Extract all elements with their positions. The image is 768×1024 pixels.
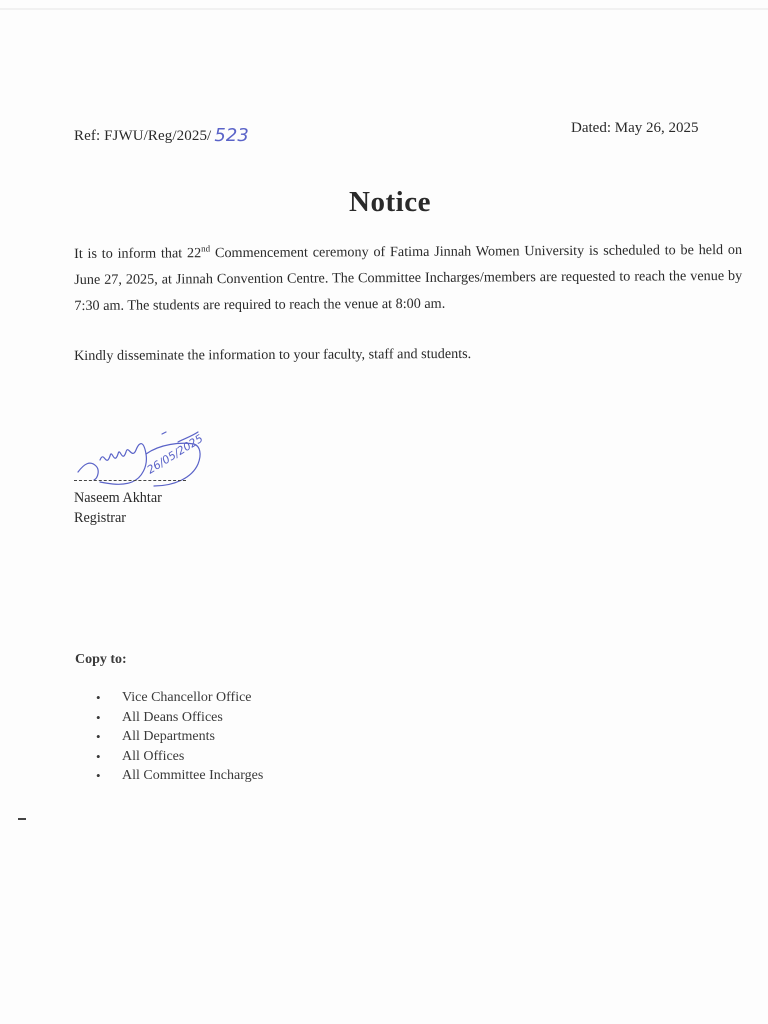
reference-number-handwritten: 523 — [214, 125, 249, 146]
dissemination-line: Kindly disseminate the information to your faculty, staff and students. — [74, 345, 472, 364]
reference-line — [74, 124, 249, 145]
reference-label: Ref: FJWU/Reg/2025/ — [74, 128, 212, 144]
copy-to-label: Copy to: — [75, 652, 127, 667]
signatory-name: Naseem Akhtar — [74, 490, 162, 506]
notice-body — [74, 237, 742, 319]
signatory-designation: Registrar — [74, 510, 127, 526]
signature-date: 26/05/2025 — [144, 431, 206, 477]
list-item: • Vice Chancellor Office — [96, 688, 263, 708]
notice-body-start: It is to inform that 22 — [74, 245, 202, 262]
notice-body-rest: Commencement ceremony of Fatima Jinnah Women University is scheduled to be held on June 27, 2025, at Jinnah Convention Centre. The Committee Incharges/members are requested to reach the venue by 7:30 am. The students are required to reach the venue at 8:00 am. — [74, 241, 743, 314]
notice-title: Notice — [349, 186, 431, 218]
list-item: • All Departments — [96, 727, 263, 747]
signatory-block — [74, 488, 162, 528]
signature-line — [74, 480, 186, 481]
list-item: • All Offices — [96, 747, 263, 767]
date-line: Dated: May 26, 2025 — [571, 120, 699, 136]
list-item: • All Deans Offices — [96, 708, 263, 728]
scan-edge — [0, 8, 768, 10]
list-item: • All Committee Incharges — [96, 766, 263, 786]
copy-to-list — [96, 688, 263, 786]
ordinal-suffix: nd — [201, 243, 211, 254]
margin-mark — [18, 818, 26, 820]
